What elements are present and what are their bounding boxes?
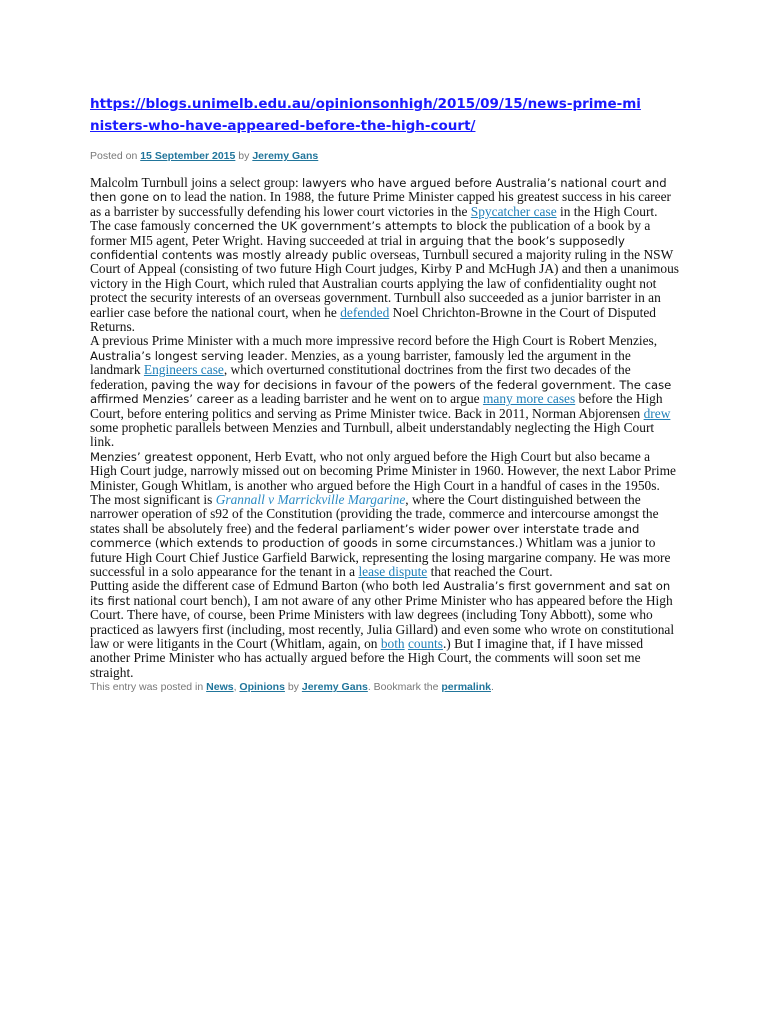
- paragraph-menzies: A previous Prime Minister with a much more impressive record before the High Court is Robert Menzies, Australia’s longest serving leader. Menzies, as a young barrister, famously led the argument in the landmark Engineers case, which overturned constitutional doctrines from the first two decades of the federation, paving the way for decisions in favour of the powers of the federal government. The case affirmed Menzies’ career as a leading barrister and he went on to argue many more cases before the High Court, before entering politics and serving as Prime Minister twice. Back in 2011, Norman Abjorensen drew some prophetic parallels between Menzies and Turnbull, albeit understandably neglecting the High Court link.: [90, 333, 672, 450]
- paragraph-turnbull: Malcolm Turnbull joins a select group: lawyers who have argued before Australia’s national court and then gone on to lead the nation. In 1988, the future Prime Minister capped his greatest success in his career as a barrister by successfully defending his lower court victories in the Spycatcher case in the High Court. The case famously concerned the UK government’s attempts to block the publication of a book by a former MI5 agent, Peter Wright. Having succeeded at trial in arguing that the book’s supposedly confidential contents was mostly already public overseas, Turnbull secured a majority ruling in the NSW Court of Appeal (consisting of two future High Court judges, Kirby P and McHugh JA) and then a unanimous victory in the High Court, which ruled that Australian courts applying the law of confidentiality ought not protect the security interests of an overseas government. Turnbull also succeeded as a junior barrister in an earlier case before the national court, when he defended Noel Chrichton-Browne in the Court of Disputed Returns.: [90, 175, 679, 335]
- both-link[interactable]: both: [380, 636, 405, 651]
- post-meta: [90, 150, 318, 162]
- paragraph-barton: Putting aside the different case of Edmund Barton (who both led Australia’s first government and sat on its first national court bench), I am not aware of any other Prime Minister who has appeared before the High Court. There have, of course, been Prime Ministers with law degrees (including Tony Abbott), some who practiced as lawyers first (including, most recently, Julia Gillard) and even some who wrote on constitutional law or were litigants in the Court (Whitlam, again, on both counts.) But I imagine that, if I have missed another Prime Minister who has actually argued before the High Court, the comments will soon set me straight.: [90, 578, 675, 680]
- engineers-case-link[interactable]: Engineers case: [143, 362, 224, 378]
- defended-link[interactable]: defended: [340, 304, 390, 320]
- spycatcher-case-link[interactable]: Spycatcher case: [470, 203, 557, 219]
- posted-on-label: Posted on: [90, 150, 138, 162]
- article-body: [90, 176, 680, 694]
- source-url-link[interactable]: https://blogs.unimelb.edu.au/opinionsonhigh/2015/09/15/news-prime-ministers-who-have-appeared-before-the-high-court/: [90, 96, 641, 134]
- by-label: by: [238, 150, 250, 162]
- grannall-case-link[interactable]: Grannall v Marrickville Margarine: [215, 491, 406, 507]
- lease-dispute-link[interactable]: lease dispute: [358, 563, 428, 579]
- footer-author-link[interactable]: Jeremy Gans: [301, 681, 368, 694]
- counts-link[interactable]: counts: [407, 636, 443, 651]
- category-opinions-link[interactable]: Opinions: [239, 681, 285, 694]
- entry-footer: This entry was posted in News, Opinions by Jeremy Gans. Bookmark the permalink.: [90, 681, 494, 694]
- author-link[interactable]: Jeremy Gans: [252, 150, 319, 162]
- paragraph-evatt-whitlam: Menzies’ greatest opponent, Herb Evatt, who not only argued before the High Court but also became a High Court judge, narrowly missed out on becoming Prime Minister in 1960. However, the next Labor Prime Minister, Gough Whitlam, is another who argued before the High Court in a handful of cases in the 1950s. The most significant is Grannall v Marrickville Margarine, where the Court distinguished between the narrower operation of s92 of the Constitution (providing the trade, commerce and intercourse amongst the states shall be absolutely free) and the federal parliament’s wider power over interstate trade and commerce (which extends to production of goods in some circumstances.) Whitlam was a junior to future High Court Chief Justice Garfield Barwick, representing the losing margarine company. He was more successful in a solo appearance for the tenant in a lease dispute that reached the Court.: [90, 448, 676, 579]
- permalink-link[interactable]: permalink: [441, 681, 491, 694]
- post-date-link[interactable]: 15 September 2015: [140, 150, 236, 162]
- drew-link[interactable]: drew: [643, 405, 671, 421]
- many-more-cases-link[interactable]: many more cases: [482, 391, 576, 407]
- category-news-link[interactable]: News: [206, 681, 234, 694]
